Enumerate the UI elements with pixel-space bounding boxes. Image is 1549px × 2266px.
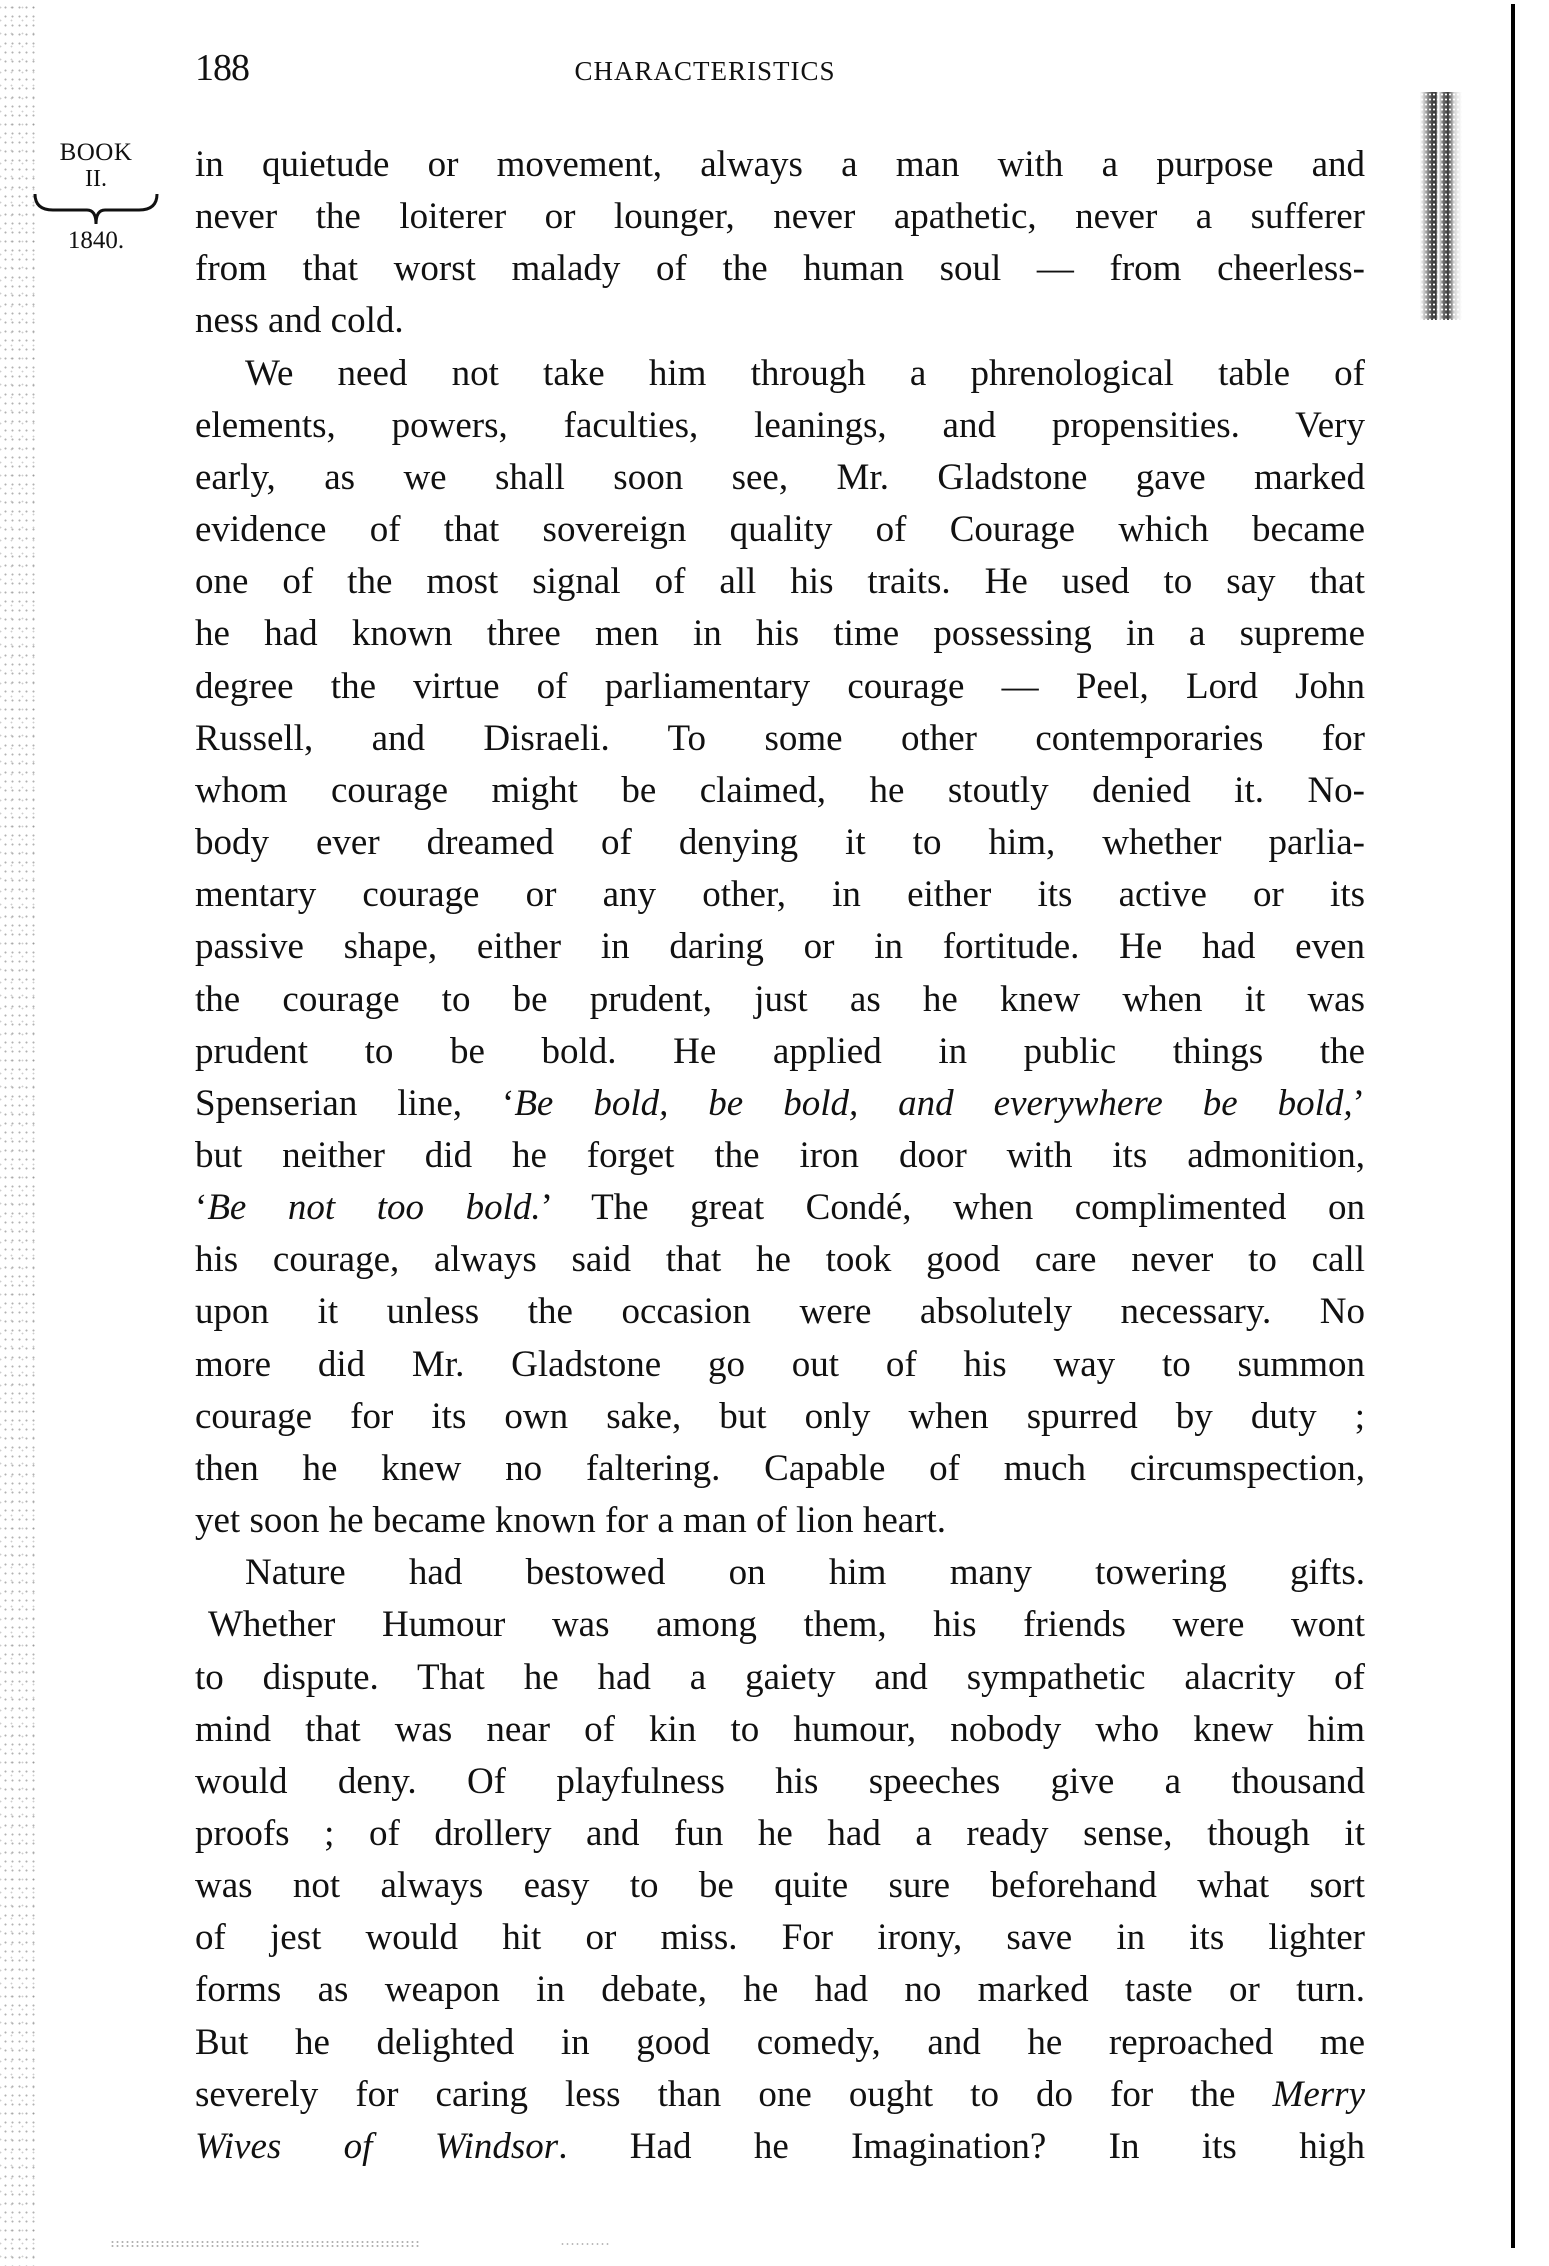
text-run: to dispute. That he had a gaiety and sympathetic alacrity of [195,1656,1365,1698]
italic-text: Wives of Windsor [195,2125,559,2167]
body-text [195,139,1365,2173]
text-run: of jest would hit or miss. For irony, save in its lighter [195,1917,1365,1959]
text-run: degree the virtue of parliamentary courage — Peel, Lord John [195,665,1365,707]
text-run: whom courage might be claimed, he stoutly denied it. No- [195,769,1365,811]
text-line [195,1078,1365,1130]
text-run: would deny. Of playfulness his speeches give a thousand [195,1760,1365,1802]
text-run: ’ [1352,1082,1365,1124]
text-line [195,243,1365,295]
text-line [195,1756,1365,1808]
text-run: upon it unless the occasion were absolutely necessary. No [195,1291,1365,1333]
text-line [195,608,1365,660]
text-run: then he knew no faltering. Capable of much circumspection, [195,1447,1365,1489]
text-line [195,1391,1365,1443]
text-run: but neither did he forget the iron door with its admonition, [195,1134,1365,1176]
text-line [195,1443,1365,1495]
text-run: elements, powers, faculties, leanings, and propensities. Very [195,404,1365,446]
text-run: . Had he Imagination? In its high [558,2125,1365,2167]
text-run: We need not take him through a phrenological table of [245,352,1365,394]
text-line [195,400,1365,452]
italic-text: Be bold, be bold, and everywhere be bold, [514,1082,1353,1124]
binding-shadow [1420,92,1462,320]
italic-text: Merry [1272,2073,1365,2115]
text-line [195,661,1365,713]
text-line [195,504,1365,556]
margin-note [12,138,180,256]
text-run: Nature had bestowed on him many towering gifts. [245,1552,1365,1594]
text-line [195,765,1365,817]
text-run: prudent to be bold. He applied in public things the [195,1030,1365,1072]
text-run: his courage, always said that he took good care never to call [195,1239,1365,1281]
text-line [195,817,1365,869]
text-line [195,191,1365,243]
text-run: mentary courage or any other, in either its active or its [195,874,1365,916]
margin-book-label: BOOK [59,139,133,166]
text-line [195,1234,1365,1286]
text-line [195,1599,1365,1651]
text-line [195,556,1365,608]
page-edge-rule [1511,4,1515,2248]
scan-noise [110,2240,420,2248]
text-line [195,1339,1365,1391]
text-run: But he delighted in good comedy, and he reproached me [195,2021,1365,2063]
text-line [195,295,1365,347]
text-line [195,1704,1365,1756]
text-run: body ever dreamed of denying it to him, whether parlia- [195,822,1365,864]
text-line [195,921,1365,973]
margin-year-label: 1840. [67,227,125,254]
text-run: passive shape, either in daring or in fortitude. He had even [195,926,1365,968]
text-line [195,2017,1365,2069]
text-line [195,1652,1365,1704]
text-run: more did Mr. Gladstone go out of his way to summon [195,1343,1365,1385]
text-line [195,348,1365,400]
text-line [195,1547,1365,1599]
text-run: ’ The great Condé, when complimented on [540,1187,1365,1229]
running-head [195,46,1365,90]
text-run: Whether Humour was among them, his friends were wont [208,1604,1365,1646]
text-run: evidence of that sovereign quality of Courage which became [195,509,1365,551]
text-line [195,1026,1365,1078]
text-run: proofs ; of drollery and fun he had a ready sense, though it [195,1813,1365,1854]
text-line [195,1808,1365,1860]
text-run: mind that was near of kin to humour, nobody who knew him [195,1708,1365,1750]
text-line [195,1860,1365,1912]
text-run: one of the most signal of all his traits. He used to say that [195,561,1365,603]
text-run: early, as we shall soon see, Mr. Gladstone gave marked [195,456,1365,498]
text-line [195,1912,1365,1964]
italic-text: Be not too bold. [207,1187,541,1229]
text-run: forms as weapon in debate, he had no marked taste or turn. [195,1969,1365,2011]
curly-brace-icon [31,192,161,228]
text-line [195,869,1365,921]
text-run: the courage to be prudent, just as he knew when it was [195,978,1365,1020]
text-line [195,139,1365,191]
text-line [195,1286,1365,1338]
text-line [195,2121,1365,2173]
running-title: CHARACTERISTICS [574,56,836,86]
text-run: Spenserian line, ‘ [195,1082,515,1124]
text-line [195,2069,1365,2121]
text-run: ness and cold. [195,300,404,342]
text-line [195,1182,1365,1234]
page-number: 188 [195,47,249,89]
text-line [195,1130,1365,1182]
text-run: yet soon he became known for a man of lion heart. [195,1500,947,1542]
text-run: in quietude or movement, always a man with a purpose and [195,144,1365,185]
text-run: never the loiterer or lounger, never apathetic, never a sufferer [195,196,1365,238]
text-line [195,1964,1365,2016]
text-run: severely for caring less than one ought to do for the [195,2073,1273,2115]
text-run: Russell, and Disraeli. To some other contemporaries for [195,717,1365,759]
scan-edge-speckle [0,0,38,2266]
text-run: courage for its own sake, but only when spurred by duty ; [195,1395,1365,1437]
text-line [195,974,1365,1026]
scan-noise [560,2242,610,2246]
text-run: was not always easy to be quite sure beforehand what sort [195,1865,1365,1907]
margin-part-label: II. [85,166,107,192]
text-run: from that worst malady of the human soul — from cheerless- [195,248,1365,290]
text-line [195,1495,1365,1547]
text-run: he had known three men in his time possessing in a supreme [195,613,1365,655]
text-run: ‘ [195,1187,208,1229]
text-line [195,713,1365,765]
text-line [195,452,1365,504]
